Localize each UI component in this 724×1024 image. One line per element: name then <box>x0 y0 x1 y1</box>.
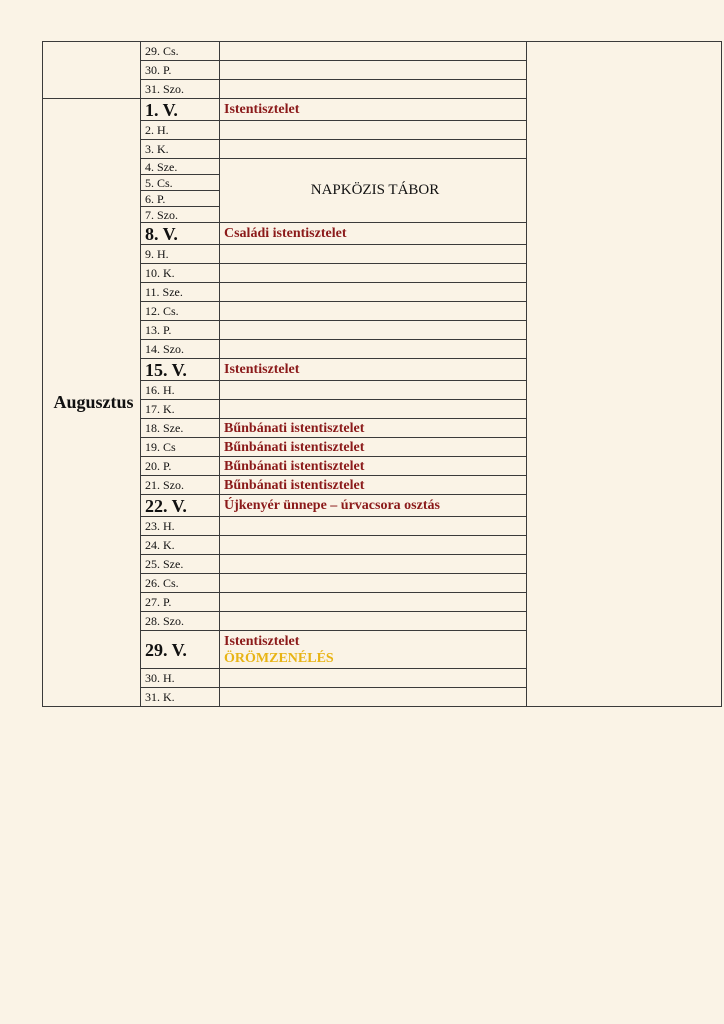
day-label: 29. Cs. <box>141 42 220 61</box>
event-cell <box>220 61 527 80</box>
event-cell <box>220 400 527 419</box>
day-label: 28. Szo. <box>141 612 220 631</box>
event-cell <box>220 340 527 359</box>
day-label: 18. Sze. <box>141 419 220 438</box>
day-label: 4. Sze. <box>141 159 220 175</box>
event-cell <box>220 536 527 555</box>
event-cell <box>220 517 527 536</box>
event-cell <box>220 283 527 302</box>
event-cell <box>220 321 527 340</box>
day-label: 5. Cs. <box>141 175 220 191</box>
event-cell: Családi istentisztelet <box>220 223 527 245</box>
day-label: 11. Sze. <box>141 283 220 302</box>
day-label: 22. V. <box>141 495 220 517</box>
day-label: 14. Szo. <box>141 340 220 359</box>
event-cell <box>220 140 527 159</box>
day-label: 13. P. <box>141 321 220 340</box>
day-label: 29. V. <box>141 631 220 669</box>
day-label: 30. P. <box>141 61 220 80</box>
day-label: 15. V. <box>141 359 220 381</box>
event-cell: Bűnbánati istentisztelet <box>220 476 527 495</box>
event-cell <box>220 612 527 631</box>
event-cell: Istentisztelet <box>220 99 527 121</box>
event-cell: Istentisztelet <box>220 359 527 381</box>
day-label: 16. H. <box>141 381 220 400</box>
day-label: 30. H. <box>141 669 220 688</box>
day-label: 6. P. <box>141 191 220 207</box>
day-label: 9. H. <box>141 245 220 264</box>
event-cell <box>220 555 527 574</box>
event-cell <box>220 669 527 688</box>
event-cell: Újkenyér ünnepe – úrvacsora osztás <box>220 495 527 517</box>
day-label: 2. H. <box>141 121 220 140</box>
event-cell <box>220 593 527 612</box>
event-cell <box>220 42 527 61</box>
event-cell: Bűnbánati istentisztelet <box>220 438 527 457</box>
event-text: Istentisztelet <box>224 633 300 649</box>
day-label: 8. V. <box>141 223 220 245</box>
day-label: 27. P. <box>141 593 220 612</box>
event-cell <box>220 245 527 264</box>
day-label: 10. K. <box>141 264 220 283</box>
event-cell <box>220 80 527 99</box>
day-label: 25. Sze. <box>141 555 220 574</box>
prev-month-cell <box>43 42 141 99</box>
day-label: 24. K. <box>141 536 220 555</box>
event-cell <box>220 574 527 593</box>
day-label: 17. K. <box>141 400 220 419</box>
day-label: 1. V. <box>141 99 220 121</box>
event-cell: Bűnbánati istentisztelet <box>220 419 527 438</box>
day-label: 31. Szo. <box>141 80 220 99</box>
day-label: 26. Cs. <box>141 574 220 593</box>
day-label: 23. H. <box>141 517 220 536</box>
day-label: 31. K. <box>141 688 220 707</box>
notes-column <box>527 42 722 707</box>
event-cell <box>220 381 527 400</box>
table-row <box>43 42 722 61</box>
event-cell <box>220 688 527 707</box>
day-label: 7. Szo. <box>141 207 220 223</box>
month-label: Augusztus <box>43 99 141 707</box>
camp-label: NAPKÖZIS TÁBOR <box>220 159 527 223</box>
day-label: 21. Szo. <box>141 476 220 495</box>
day-label: 12. Cs. <box>141 302 220 321</box>
day-label: 19. Cs <box>141 438 220 457</box>
event-highlight-text: ÖRÖMZENÉLÉS <box>224 650 334 666</box>
day-label: 20. P. <box>141 457 220 476</box>
event-cell <box>220 631 527 669</box>
event-cell: Bűnbánati istentisztelet <box>220 457 527 476</box>
event-cell <box>220 121 527 140</box>
august-schedule-table <box>42 41 722 707</box>
event-cell <box>220 264 527 283</box>
day-label: 3. K. <box>141 140 220 159</box>
event-cell <box>220 302 527 321</box>
